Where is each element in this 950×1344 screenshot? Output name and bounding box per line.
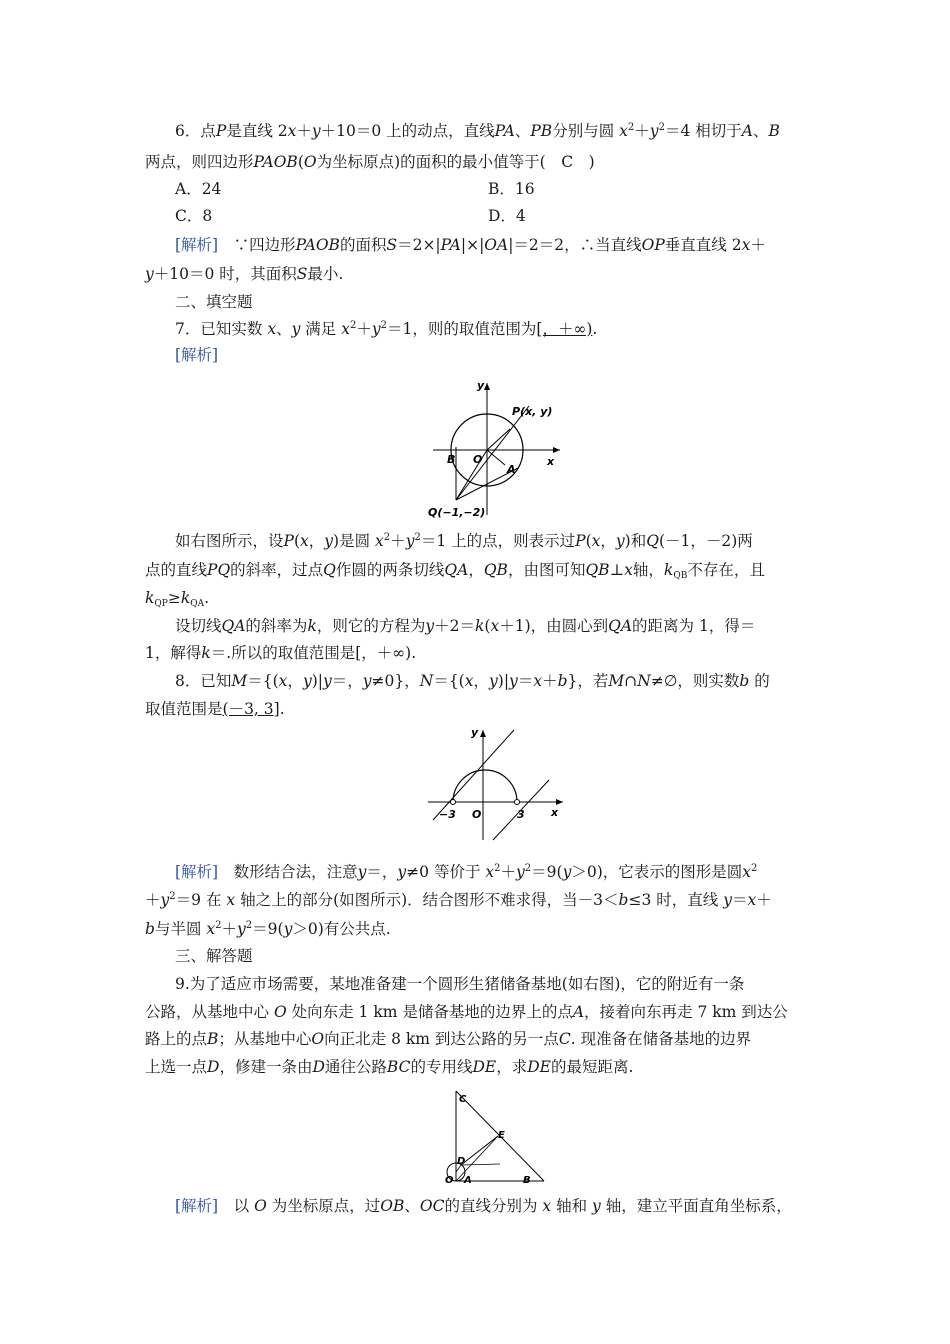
fig2-label-o: O [472,808,482,821]
q6-analysis-line-1: [解析] ∵四边形PAOB的面积S＝2×|PA|×|OA|＝2＝2，∴当直线OP垂直直线 2x＋ [175,236,766,254]
q9-analysis-line-1: [解析] 以 O 为坐标原点，过OB、OC的直线分别为 x 轴和 y 轴，建立平面直角坐标系， [175,1197,792,1215]
q6-option-a: A．24 [175,180,222,198]
q6-line-2: 两点，则四边形PAOB(O为坐标原点)的面积的最小值等于( C ) [145,153,595,171]
q7-analysis-line-3: $k_{QP}\ge k_{QA}$. [145,589,210,609]
q7-analysis-line-4: 设切线QA的斜率为k，则它的方程为y＋2＝k(x＋1)，由圆心到QA的距离为 1，得＝ [175,617,756,635]
q8-analysis-line-1: [解析] 数形结合法，注意y＝，y≠0 等价于 $x^2+y^2=9(y>0)$，它表示的图形是圆$x^2$ [175,863,758,881]
q9-figure [440,1088,550,1188]
fig3-label-d: D [457,1156,466,1167]
fig3-label-a: A [464,1175,472,1186]
fig1-label-a: A [507,463,516,476]
section-fill-in: 二、填空题 [175,293,253,311]
section-answer: 三、解答题 [175,947,253,965]
fig2-label-3: 3 [517,808,525,821]
fig2-label-minus3: −3 [439,808,456,821]
q9-line-3: 路上的点B；从基地中心O向正北走 8 km 到达公路的另一点C. 现准备在储备基地的边界 [145,1030,752,1048]
q7-analysis-tag: [解析] [175,346,219,364]
q6-option-b: B．16 [488,180,535,198]
q8-analysis-line-3: b与半圆 $x^2+y^2=9(y>0)$有公共点. [145,920,391,938]
fig1-label-x: x [547,455,555,468]
q7-figure [425,375,570,520]
fig3-label-e: E [498,1130,505,1141]
fig1-label-p: P(x, y) [512,405,553,418]
q6-line-1: 6．点P是直线 2x＋y＋10＝0 上的动点，直线PA、PB分别与圆 $x^2+y^2=4$ 相切于A、B [175,122,780,140]
q8-figure [423,722,573,847]
fig3-label-o: O [445,1175,454,1186]
q6-analysis-line-2: y＋10＝0 时，其面积S最小. [145,265,344,283]
fig2-label-y: y [471,726,479,739]
q8-line-2: 取值范围是(－3, 3]. [145,700,285,718]
q6-option-c: C．8 [175,207,213,225]
q8-analysis-line-2: $+y^2=9$ 在 x 轴之上的部分(如图所示)．结合图形不难求得，当－3＜b≤3 时，直线 y＝x＋ [145,891,772,909]
fig3-label-b: B [523,1175,531,1186]
fig1-label-b: B [447,453,456,466]
fig1-label-o: O [473,453,483,466]
q9-line-4: 上选一点D，修建一条由D通往公路BC的专用线DE，求DE的最短距离. [145,1058,634,1076]
q7-analysis-line-1: 如右图所示，设P(x，y)是圆 $x^2+y^2=1$ 上的点，则表示过P(x，y)和Q(－1，－2)两 [175,532,753,550]
q7-analysis-line-2: 点的直线PQ的斜率，过点Q作圆的两条切线QA，QB，由图可知QB⊥x轴，$k_{QB}$不存在，且 [145,561,765,581]
fig1-label-y: y [477,379,485,392]
q8-line-1: 8．已知M＝{(x，y)|y＝，y≠0}，N＝{(x，y)|y＝x＋b}，若M∩N≠∅，则实数b 的 [175,672,770,690]
fig3-label-c: C [459,1094,467,1105]
q6-option-d: D．4 [488,207,526,225]
q9-line-1: 9.为了适应市场需要，某地准备建一个圆形生猪储备基地(如右图)，它的附近有一条 [175,975,745,993]
fig2-label-x: x [551,806,559,819]
q7-analysis-line-5: 1，解得k＝.所以的取值范围是[，＋∞). [145,644,417,662]
q7-line-1: 7．已知实数 x、y 满足 $x^2+y^2=1$，则的取值范围为[，＋∞). [175,320,598,338]
q9-line-2: 公路，从基地中心 O 处向东走 1 km 是储备基地的边界上的点A，接着向东再走 7 km 到达公 [145,1003,788,1021]
fig1-label-q: Q(−1,−2) [428,506,486,519]
